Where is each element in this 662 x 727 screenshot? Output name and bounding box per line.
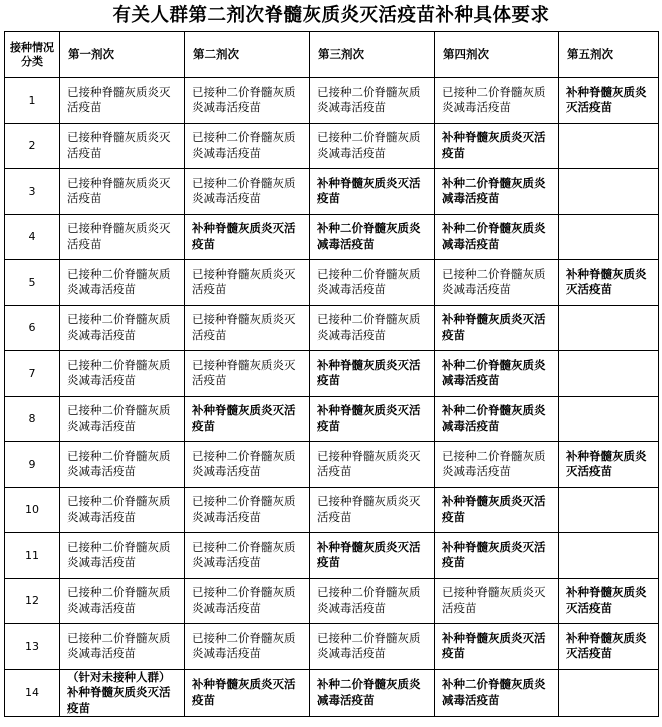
dose-2-cell: 已接种二价脊髓灰质炎减毒活疫苗 bbox=[185, 578, 310, 624]
dose-4-cell: 补种二价脊髓灰质炎减毒活疫苗 bbox=[435, 396, 559, 442]
dose-3-cell: 已接种二价脊髓灰质炎减毒活疫苗 bbox=[310, 78, 435, 124]
dose-1-cell: 已接种脊髓灰质炎灭活疫苗 bbox=[60, 123, 185, 169]
dose-5-cell bbox=[559, 214, 659, 260]
dose-4-cell: 补种二价脊髓灰质炎减毒活疫苗 bbox=[435, 169, 559, 215]
dose-1-cell: 已接种二价脊髓灰质炎减毒活疫苗 bbox=[60, 624, 185, 670]
table-row bbox=[5, 624, 659, 670]
dose-2-cell: 已接种二价脊髓灰质炎减毒活疫苗 bbox=[185, 624, 310, 670]
dose-5-cell bbox=[559, 169, 659, 215]
dose-4-cell: 补种脊髓灰质炎灭活疫苗 bbox=[435, 624, 559, 670]
category-cell: 11 bbox=[5, 533, 60, 579]
category-cell: 5 bbox=[5, 260, 60, 306]
category-cell: 1 bbox=[5, 78, 60, 124]
dose-3-cell: 已接种二价脊髓灰质炎减毒活疫苗 bbox=[310, 578, 435, 624]
column-header-category: 接种情况分类 bbox=[5, 32, 60, 78]
dose-1-cell: 已接种脊髓灰质炎灭活疫苗 bbox=[60, 214, 185, 260]
dose-3-cell: 补种脊髓灰质炎灭活疫苗 bbox=[310, 169, 435, 215]
dose-3-cell: 已接种二价脊髓灰质炎减毒活疫苗 bbox=[310, 305, 435, 351]
dose-1-cell: 已接种脊髓灰质炎灭活疫苗 bbox=[60, 78, 185, 124]
dose-4-cell: 补种二价脊髓灰质炎减毒活疫苗 bbox=[435, 351, 559, 397]
category-cell: 9 bbox=[5, 442, 60, 488]
category-cell: 13 bbox=[5, 624, 60, 670]
dose-2-cell: 已接种二价脊髓灰质炎减毒活疫苗 bbox=[185, 123, 310, 169]
dose-5-cell bbox=[559, 533, 659, 579]
dose-5-cell bbox=[559, 123, 659, 169]
dose-2-cell: 已接种脊髓灰质炎灭活疫苗 bbox=[185, 351, 310, 397]
dose-2-cell: 已接种二价脊髓灰质炎减毒活疫苗 bbox=[185, 487, 310, 533]
dose-1-cell: 已接种二价脊髓灰质炎减毒活疫苗 bbox=[60, 578, 185, 624]
table-header-row bbox=[5, 32, 659, 78]
dose-1-cell: （针对未接种人群）补种脊髓灰质炎灭活疫苗 bbox=[60, 669, 185, 717]
table-row bbox=[5, 396, 659, 442]
dose-1-cell: 已接种二价脊髓灰质炎减毒活疫苗 bbox=[60, 396, 185, 442]
dose-2-cell: 补种脊髓灰质炎灭活疫苗 bbox=[185, 214, 310, 260]
dose-5-cell bbox=[559, 396, 659, 442]
dose-3-cell: 补种脊髓灰质炎灭活疫苗 bbox=[310, 396, 435, 442]
dose-4-cell: 补种脊髓灰质炎灭活疫苗 bbox=[435, 487, 559, 533]
dose-1-cell: 已接种二价脊髓灰质炎减毒活疫苗 bbox=[60, 351, 185, 397]
dose-4-cell: 已接种二价脊髓灰质炎减毒活疫苗 bbox=[435, 78, 559, 124]
dose-3-cell: 已接种脊髓灰质炎灭活疫苗 bbox=[310, 442, 435, 488]
table-body bbox=[5, 78, 659, 717]
dose-3-cell: 补种二价脊髓灰质炎减毒活疫苗 bbox=[310, 214, 435, 260]
dose-2-cell: 补种脊髓灰质炎灭活疫苗 bbox=[185, 396, 310, 442]
dose-4-cell: 补种脊髓灰质炎灭活疫苗 bbox=[435, 533, 559, 579]
dose-4-cell: 补种脊髓灰质炎灭活疫苗 bbox=[435, 305, 559, 351]
dose-2-cell: 已接种二价脊髓灰质炎减毒活疫苗 bbox=[185, 442, 310, 488]
dose-2-cell: 已接种二价脊髓灰质炎减毒活疫苗 bbox=[185, 169, 310, 215]
dose-2-cell: 已接种脊髓灰质炎灭活疫苗 bbox=[185, 305, 310, 351]
column-header-dose-3: 第三剂次 bbox=[310, 32, 435, 78]
dose-4-cell: 补种二价脊髓灰质炎减毒活疫苗 bbox=[435, 214, 559, 260]
dose-5-cell: 补种脊髓灰质炎灭活疫苗 bbox=[559, 78, 659, 124]
table-row bbox=[5, 578, 659, 624]
table-row bbox=[5, 442, 659, 488]
dose-3-cell: 已接种二价脊髓灰质炎减毒活疫苗 bbox=[310, 624, 435, 670]
dose-2-cell: 补种脊髓灰质炎灭活疫苗 bbox=[185, 669, 310, 717]
dose-5-cell: 补种脊髓灰质炎灭活疫苗 bbox=[559, 624, 659, 670]
table-row bbox=[5, 169, 659, 215]
table-row bbox=[5, 487, 659, 533]
dose-1-cell: 已接种二价脊髓灰质炎减毒活疫苗 bbox=[60, 533, 185, 579]
page-title: 有关人群第二剂次脊髓灰质炎灭活疫苗补种具体要求 bbox=[112, 5, 550, 26]
column-header-dose-1: 第一剂次 bbox=[60, 32, 185, 78]
category-cell: 7 bbox=[5, 351, 60, 397]
dose-4-cell: 补种二价脊髓灰质炎减毒活疫苗 bbox=[435, 669, 559, 717]
dose-5-cell: 补种脊髓灰质炎灭活疫苗 bbox=[559, 578, 659, 624]
dose-3-cell: 已接种二价脊髓灰质炎减毒活疫苗 bbox=[310, 123, 435, 169]
category-cell: 6 bbox=[5, 305, 60, 351]
dose-2-cell: 已接种二价脊髓灰质炎减毒活疫苗 bbox=[185, 78, 310, 124]
column-header-dose-4: 第四剂次 bbox=[435, 32, 559, 78]
column-header-dose-2: 第二剂次 bbox=[185, 32, 310, 78]
dose-3-cell: 已接种脊髓灰质炎灭活疫苗 bbox=[310, 487, 435, 533]
table-row bbox=[5, 669, 659, 717]
dose-5-cell bbox=[559, 669, 659, 717]
dose-4-cell: 已接种二价脊髓灰质炎减毒活疫苗 bbox=[435, 260, 559, 306]
dose-3-cell: 已接种二价脊髓灰质炎减毒活疫苗 bbox=[310, 260, 435, 306]
dose-3-cell: 补种脊髓灰质炎灭活疫苗 bbox=[310, 351, 435, 397]
dose-2-cell: 已接种二价脊髓灰质炎减毒活疫苗 bbox=[185, 533, 310, 579]
dose-1-cell: 已接种二价脊髓灰质炎减毒活疫苗 bbox=[60, 305, 185, 351]
table-row bbox=[5, 305, 659, 351]
dose-4-cell: 补种脊髓灰质炎灭活疫苗 bbox=[435, 123, 559, 169]
requirements-table bbox=[4, 31, 659, 717]
dose-1-cell: 已接种二价脊髓灰质炎减毒活疫苗 bbox=[60, 442, 185, 488]
dose-3-cell: 补种脊髓灰质炎灭活疫苗 bbox=[310, 533, 435, 579]
dose-5-cell: 补种脊髓灰质炎灭活疫苗 bbox=[559, 260, 659, 306]
table-row bbox=[5, 533, 659, 579]
table-row bbox=[5, 78, 659, 124]
category-cell: 14 bbox=[5, 669, 60, 717]
category-cell: 4 bbox=[5, 214, 60, 260]
dose-4-cell: 已接种二价脊髓灰质炎减毒活疫苗 bbox=[435, 442, 559, 488]
category-cell: 2 bbox=[5, 123, 60, 169]
dose-1-cell: 已接种二价脊髓灰质炎减毒活疫苗 bbox=[60, 260, 185, 306]
table-row bbox=[5, 123, 659, 169]
table-row bbox=[5, 260, 659, 306]
column-header-dose-5: 第五剂次 bbox=[559, 32, 659, 78]
dose-5-cell bbox=[559, 305, 659, 351]
dose-5-cell bbox=[559, 351, 659, 397]
dose-3-cell: 补种二价脊髓灰质炎减毒活疫苗 bbox=[310, 669, 435, 717]
category-cell: 8 bbox=[5, 396, 60, 442]
category-cell: 12 bbox=[5, 578, 60, 624]
dose-5-cell: 补种脊髓灰质炎灭活疫苗 bbox=[559, 442, 659, 488]
dose-2-cell: 已接种脊髓灰质炎灭活疫苗 bbox=[185, 260, 310, 306]
dose-1-cell: 已接种脊髓灰质炎灭活疫苗 bbox=[60, 169, 185, 215]
dose-4-cell: 已接种脊髓灰质炎灭活疫苗 bbox=[435, 578, 559, 624]
category-cell: 10 bbox=[5, 487, 60, 533]
dose-5-cell bbox=[559, 487, 659, 533]
dose-1-cell: 已接种二价脊髓灰质炎减毒活疫苗 bbox=[60, 487, 185, 533]
table-row bbox=[5, 214, 659, 260]
table-row bbox=[5, 351, 659, 397]
category-cell: 3 bbox=[5, 169, 60, 215]
